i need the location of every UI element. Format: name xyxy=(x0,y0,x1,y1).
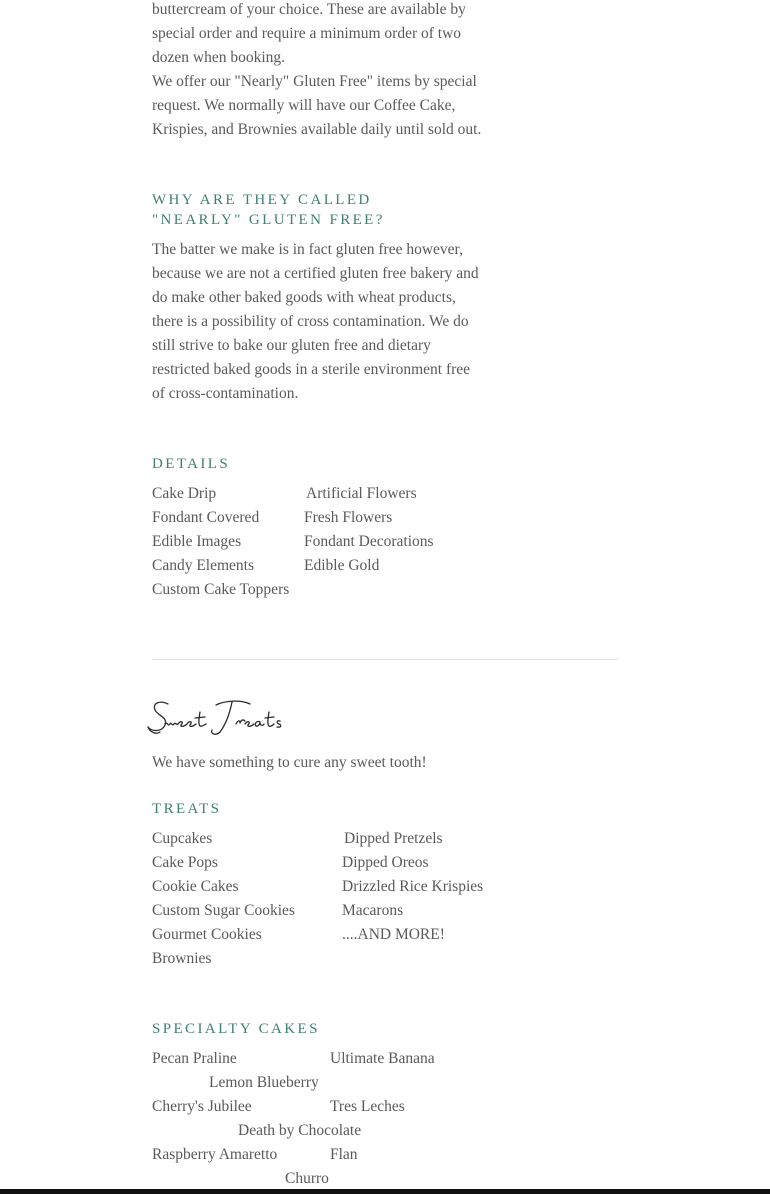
treat-item: Drizzled Rice Krispies xyxy=(342,878,484,895)
text-line: Krispies, and Brownies available daily until sold out. xyxy=(152,121,482,138)
detail-item: Edible Gold xyxy=(304,557,380,574)
cake-item: Lemon Blueberry xyxy=(209,1074,319,1091)
detail-item: Fresh Flowers xyxy=(304,509,393,526)
cake-item: Flan xyxy=(330,1146,358,1163)
treat-item: Gourmet Cookies xyxy=(152,926,262,943)
text-line: of cross-contamination. xyxy=(152,385,299,402)
treat-item: Macarons xyxy=(342,902,404,919)
treats-heading: TREATS xyxy=(152,801,222,817)
section-divider xyxy=(152,659,619,660)
detail-item: Fondant Decorations xyxy=(304,533,434,550)
gluten-free-heading xyxy=(152,190,385,230)
text-line: restricted baked goods in a sterile environment free xyxy=(152,361,471,378)
text-line: do make other baked goods with wheat products, xyxy=(152,289,456,306)
text-line: still strive to bake our gluten free and dietary xyxy=(152,337,431,354)
text-line: request. We normally will have our Coffee Cake, xyxy=(152,97,456,114)
gluten-free-paragraph xyxy=(152,238,487,406)
treat-item: Dipped Pretzels xyxy=(344,830,443,847)
treat-item: Dipped Oreos xyxy=(342,854,429,871)
details-heading: DETAILS xyxy=(152,456,231,472)
text-line: special order and require a minimum order of two xyxy=(152,25,462,42)
specialty-cakes-heading: SPECIALTY CAKES xyxy=(152,1021,320,1037)
detail-item: Cake Drip xyxy=(152,485,217,502)
detail-item: Artificial Flowers xyxy=(306,485,417,502)
detail-item: Edible Images xyxy=(152,533,242,550)
cake-item: Tres Leches xyxy=(330,1098,405,1115)
detail-item: Fondant Covered xyxy=(152,509,260,526)
sweet-treats-tagline: We have something to cure any sweet tooth! xyxy=(152,754,427,771)
treat-item: Custom Sugar Cookies xyxy=(152,902,295,919)
treat-item: Cupcakes xyxy=(152,830,213,847)
treat-item: Cake Pops xyxy=(152,854,218,871)
detail-item: Candy Elements xyxy=(152,557,255,574)
heading-line: "NEARLY" GLUTEN FREE? xyxy=(152,212,385,228)
cake-item: Death by Chocolate xyxy=(238,1122,362,1139)
cake-item: Pecan Praline xyxy=(152,1050,237,1067)
text-line: because we are not a certified gluten free bakery and xyxy=(152,265,479,282)
cake-item: Cherry's Jubilee xyxy=(152,1098,252,1115)
intro-paragraph xyxy=(152,0,487,142)
heading-line: WHY ARE THEY CALLED xyxy=(152,192,372,208)
text-line: We offer our "Nearly" Gluten Free" items by special xyxy=(152,73,477,90)
treat-item: Cookie Cakes xyxy=(152,878,239,895)
cake-item: Churro xyxy=(285,1170,329,1187)
text-line: dozen when booking. xyxy=(152,49,286,66)
cake-item: Ultimate Banana xyxy=(330,1050,435,1067)
treat-item: ....AND MORE! xyxy=(342,926,445,943)
bottom-edge-bar xyxy=(0,1189,770,1194)
detail-item: Custom Cake Toppers xyxy=(152,581,290,598)
text-line: The batter we make is in fact gluten free however, xyxy=(152,241,463,258)
text-line: buttercream of your choice. These are available by xyxy=(152,1,466,18)
cake-item: Raspberry Amaretto xyxy=(152,1146,278,1163)
treat-item: Brownies xyxy=(152,950,212,967)
sweet-treats-script-title xyxy=(146,694,286,742)
text-line: there is a possibility of cross contamination. We do xyxy=(152,313,469,330)
